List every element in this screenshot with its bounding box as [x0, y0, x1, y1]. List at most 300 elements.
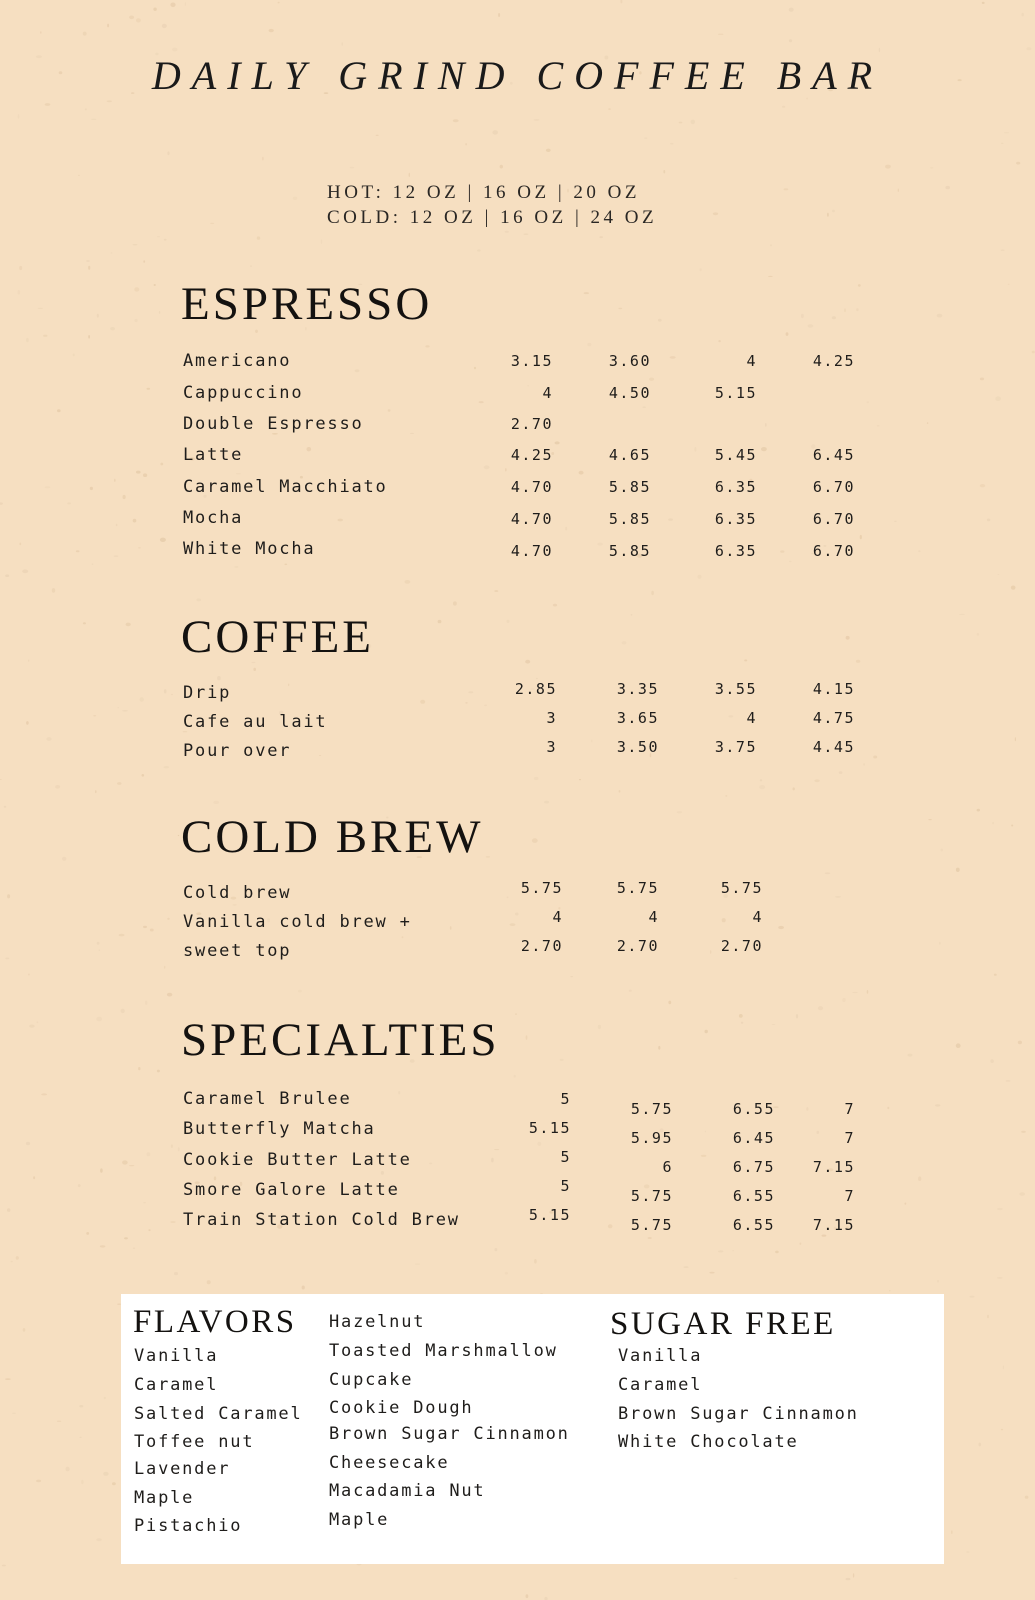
speckle: [786, 332, 789, 336]
speckle: [670, 143, 673, 145]
specialties-price: 5: [560, 1148, 571, 1166]
speckle: [107, 100, 112, 102]
speckle: [18, 114, 20, 118]
speckle: [114, 479, 116, 482]
flavor-item: Brown Sugar Cinnamon: [329, 1424, 570, 1444]
speckle: [565, 527, 567, 531]
speckle: [822, 1235, 827, 1237]
speckle: [178, 1147, 180, 1151]
speckle: [278, 2, 280, 4]
speckle: [618, 308, 622, 309]
cold-brew-price: 5.75: [520, 879, 563, 897]
speckle: [679, 122, 683, 124]
speckle: [1008, 284, 1010, 285]
speckle: [772, 1024, 776, 1025]
speckle: [5, 1378, 11, 1380]
speckle: [1018, 1041, 1022, 1045]
speckle: [739, 1014, 743, 1018]
speckle: [85, 108, 87, 110]
speckle: [846, 1578, 851, 1580]
coffee-heading: COFFEE: [181, 611, 374, 663]
speckle: [159, 311, 160, 314]
flavor-item: Cupcake: [329, 1370, 414, 1390]
specialties-price: 7: [844, 1187, 855, 1205]
speckle: [43, 335, 47, 337]
specialties-heading: SPECIALTIES: [181, 1014, 500, 1066]
flavor-item: Maple: [329, 1510, 390, 1530]
speckle: [1025, 1496, 1029, 1499]
speckle: [1015, 737, 1016, 741]
speckle: [537, 1142, 541, 1146]
cold-brew-item: Cold brew: [183, 883, 292, 903]
speckle: [142, 774, 145, 777]
speckle: [5, 958, 9, 960]
speckle: [5, 574, 9, 577]
speckle: [172, 48, 177, 52]
speckle: [801, 314, 804, 318]
speckle: [863, 763, 865, 765]
speckle: [337, 519, 343, 522]
speckle: [29, 1025, 34, 1028]
speckle: [658, 1046, 660, 1050]
speckle: [709, 1272, 714, 1274]
espresso-price: 4: [746, 352, 757, 370]
speckle: [164, 766, 170, 768]
speckle: [164, 239, 167, 241]
speckle: [620, 0, 622, 3]
speckle: [939, 942, 941, 945]
speckle: [262, 157, 263, 161]
speckle: [990, 1059, 993, 1063]
speckle: [307, 447, 312, 451]
speckle: [99, 950, 100, 951]
speckle: [143, 926, 147, 928]
speckle: [136, 18, 141, 22]
flavor-item: Maple: [134, 1488, 195, 1508]
speckle: [91, 119, 96, 120]
speckle: [79, 1405, 83, 1407]
speckle: [477, 249, 481, 251]
coffee-price: 3.50: [616, 738, 659, 756]
speckle: [761, 447, 767, 451]
sugar-free-heading: SUGAR FREE: [610, 1306, 836, 1342]
speckle: [4, 806, 7, 808]
specialty-item: Smore Galore Latte: [183, 1180, 400, 1200]
speckle: [1001, 1429, 1003, 1431]
speckle: [966, 1551, 969, 1553]
speckle: [507, 620, 510, 623]
menu-title: DAILY GRIND COFFEE BAR: [151, 53, 884, 98]
speckle: [546, 149, 551, 152]
speckle: [18, 290, 21, 295]
speckle: [677, 811, 682, 813]
speckle: [293, 197, 297, 200]
speckle: [122, 1160, 128, 1164]
speckle: [534, 119, 540, 121]
speckle: [759, 785, 765, 789]
speckle: [376, 135, 379, 136]
speckle: [12, 1413, 16, 1414]
speckle: [579, 471, 584, 475]
speckle: [104, 1397, 106, 1399]
speckle: [153, 8, 156, 11]
speckle: [951, 1530, 953, 1534]
speckle: [808, 324, 814, 327]
speckle: [233, 904, 237, 905]
speckle: [587, 343, 591, 346]
speckle: [713, 212, 718, 215]
speckle: [526, 1035, 528, 1039]
coffee-price: 3.35: [616, 680, 659, 698]
flavor-item: Lavender: [134, 1459, 231, 1479]
speckle: [298, 990, 302, 993]
speckle: [997, 1208, 1003, 1210]
speckle: [1004, 132, 1009, 133]
speckle: [319, 755, 321, 756]
speckle: [691, 120, 695, 125]
speckle: [987, 519, 990, 522]
speckle: [832, 316, 836, 319]
speckle: [167, 918, 169, 920]
speckle: [668, 518, 673, 520]
speckle: [88, 266, 90, 270]
speckle: [253, 668, 256, 671]
espresso-item: Cappuccino: [183, 383, 304, 403]
speckle: [100, 1168, 103, 1172]
speckle: [484, 705, 487, 707]
speckle: [852, 992, 858, 993]
speckle: [28, 660, 29, 662]
flavors-heading: FLAVORS: [133, 1304, 297, 1340]
speckle: [143, 473, 147, 477]
espresso-price: 5.45: [714, 446, 757, 464]
speckle: [67, 502, 71, 504]
speckle: [57, 409, 61, 412]
speckle: [670, 356, 676, 359]
speckle: [1019, 1192, 1025, 1196]
speckle: [62, 857, 66, 861]
speckle: [956, 1043, 961, 1048]
speckle: [450, 926, 452, 930]
speckle: [732, 1250, 733, 1251]
speckle: [57, 1421, 61, 1422]
speckle: [81, 1480, 83, 1484]
speckle: [453, 601, 457, 605]
speckle: [705, 1030, 708, 1033]
cold-brew-price: 2.70: [616, 937, 659, 955]
cold-brew-item: Vanilla cold brew +: [183, 912, 412, 932]
specialty-item: Train Station Cold Brew: [183, 1210, 460, 1230]
speckle: [494, 590, 498, 592]
speckle: [998, 574, 1000, 575]
speckle: [744, 659, 747, 661]
speckle: [505, 468, 507, 471]
speckle: [465, 143, 466, 145]
speckle: [107, 24, 109, 28]
coffee-price: 3: [546, 738, 557, 756]
speckle: [217, 676, 221, 680]
speckle: [498, 13, 500, 17]
speckle: [143, 260, 145, 263]
espresso-price: 5.85: [608, 510, 651, 528]
specialties-price: 5.75: [630, 1100, 673, 1118]
speckle: [7, 1208, 10, 1212]
speckle: [818, 1006, 823, 1010]
speckle: [78, 175, 80, 176]
speckle: [1022, 13, 1024, 17]
speckle: [453, 119, 459, 122]
speckle: [658, 319, 662, 322]
speckle: [100, 1245, 106, 1247]
speckle: [36, 1480, 41, 1483]
speckle: [701, 1155, 707, 1157]
speckle: [147, 388, 151, 390]
speckle: [765, 423, 767, 427]
speckle: [505, 1272, 508, 1275]
speckle: [994, 974, 997, 976]
specialties-price: 5: [560, 1090, 571, 1108]
speckle: [977, 809, 980, 812]
speckle: [492, 130, 498, 134]
speckle: [250, 265, 252, 267]
speckle: [138, 1067, 140, 1070]
espresso-price: 6.35: [714, 510, 757, 528]
speckle: [977, 633, 979, 636]
specialties-price: 7.15: [812, 1158, 855, 1176]
speckle: [97, 942, 100, 945]
speckle: [856, 660, 860, 663]
speckle: [930, 167, 933, 169]
espresso-price: 4.70: [510, 510, 553, 528]
coffee-item: Drip: [183, 683, 232, 703]
cold-brew-price: 2.70: [520, 937, 563, 955]
speckle: [33, 1176, 35, 1179]
speckle: [684, 1266, 689, 1268]
espresso-item: Caramel Macchiato: [183, 477, 388, 497]
speckle: [16, 1256, 19, 1260]
speckle: [526, 1594, 529, 1598]
speckle: [26, 1142, 30, 1146]
specialties-price: 6.75: [732, 1158, 775, 1176]
sugar-free-item: Vanilla: [618, 1346, 703, 1366]
speckle: [544, 801, 549, 804]
espresso-price: 3.15: [510, 352, 553, 370]
espresso-price: 6.70: [812, 510, 855, 528]
speckle: [398, 1091, 400, 1094]
speckle: [429, 1163, 432, 1165]
speckle: [110, 327, 115, 330]
cold-brew-price: 4: [552, 908, 563, 926]
speckle: [381, 1171, 384, 1175]
speckle: [1001, 249, 1005, 251]
speckle: [207, 1280, 211, 1284]
speckle: [941, 849, 943, 852]
speckle: [979, 1443, 982, 1447]
speckle: [927, 422, 928, 424]
flavors-panel: [121, 1294, 944, 1564]
speckle: [793, 787, 795, 790]
speckle: [147, 1152, 151, 1156]
specialty-item: Butterfly Matcha: [183, 1119, 376, 1139]
speckle: [171, 1144, 173, 1148]
espresso-price: 4.25: [510, 446, 553, 464]
speckle: [484, 465, 490, 469]
speckle: [525, 660, 530, 664]
speckle: [718, 34, 723, 35]
speckle: [663, 170, 665, 173]
speckle: [23, 1328, 26, 1332]
speckle: [96, 1538, 101, 1541]
speckle: [514, 1075, 516, 1078]
espresso-price: 5.85: [608, 478, 651, 496]
speckle: [980, 484, 985, 487]
speckle: [918, 1176, 921, 1181]
espresso-price: 2.70: [510, 415, 553, 433]
speckle: [1011, 586, 1016, 590]
espresso-price: 5.15: [714, 384, 757, 402]
speckle: [835, 896, 841, 897]
speckle: [486, 856, 490, 857]
flavor-item: Cookie Dough: [329, 1398, 474, 1418]
speckle: [997, 1277, 1003, 1279]
speckle: [160, 463, 163, 466]
speckle: [157, 236, 160, 237]
speckle: [867, 990, 869, 994]
speckle: [119, 934, 125, 937]
speckle: [534, 1259, 537, 1264]
speckle: [45, 103, 51, 106]
speckle: [718, 340, 720, 342]
speckle: [143, 1202, 146, 1203]
speckle: [982, 2, 985, 4]
speckle: [93, 715, 96, 716]
speckle: [536, 678, 538, 679]
speckle: [908, 1054, 913, 1057]
speckle: [148, 1229, 150, 1231]
specialties-price: 6.55: [732, 1100, 775, 1118]
speckle: [114, 556, 119, 557]
specialties-price: 6.55: [732, 1216, 775, 1234]
speckle: [355, 369, 360, 372]
speckle: [86, 260, 90, 262]
espresso-item: Latte: [183, 445, 244, 465]
specialties-price: 7: [844, 1129, 855, 1147]
speckle: [885, 165, 891, 169]
coffee-price: 4.45: [812, 738, 855, 756]
speckle: [415, 1264, 420, 1265]
speckle: [1021, 1131, 1026, 1133]
speckle: [465, 702, 467, 704]
speckle: [598, 1025, 601, 1029]
speckle: [796, 1014, 798, 1018]
cold-brew-heading: COLD BREW: [181, 811, 484, 863]
speckle: [302, 1286, 305, 1290]
sugar-free-item: Caramel: [618, 1375, 703, 1395]
speckle: [1006, 1080, 1011, 1082]
speckle: [73, 354, 75, 357]
sugar-free-item: White Chocolate: [618, 1432, 799, 1452]
speckle: [584, 292, 589, 294]
speckle: [342, 42, 343, 46]
speckle: [116, 524, 118, 526]
speckle: [905, 1203, 907, 1205]
specialty-item: Cookie Butter Latte: [183, 1150, 412, 1170]
specialties-price: 5.15: [528, 1119, 571, 1137]
speckle: [420, 700, 425, 704]
speckle: [164, 689, 167, 693]
speckle: [162, 24, 167, 28]
speckle: [95, 790, 96, 793]
speckle: [468, 691, 473, 693]
speckle: [38, 308, 43, 309]
speckle: [853, 1573, 854, 1577]
speckle: [789, 8, 794, 12]
speckle: [1003, 1365, 1004, 1369]
speckle: [734, 1578, 738, 1579]
speckle: [844, 308, 846, 312]
cold-brew-price: 4: [752, 908, 763, 926]
speckle: [608, 108, 611, 110]
speckle: [698, 575, 702, 579]
speckle: [11, 1261, 13, 1262]
hot-sizes: HOT: 12 OZ | 16 OZ | 20 OZ: [327, 182, 640, 203]
speckle: [19, 266, 22, 270]
speckle: [40, 31, 42, 33]
espresso-price: 6.70: [812, 478, 855, 496]
specialties-price: 5.15: [528, 1206, 571, 1224]
speckle: [832, 210, 835, 213]
specialties-price: 6.55: [732, 1187, 775, 1205]
speckle: [992, 822, 993, 824]
espresso-price: 4: [542, 384, 553, 402]
speckle: [918, 550, 920, 552]
speckle: [643, 406, 646, 408]
speckle: [154, 284, 156, 286]
speckle: [515, 1013, 516, 1014]
speckle: [778, 926, 784, 929]
speckle: [784, 188, 789, 190]
speckle: [789, 561, 792, 562]
speckle: [782, 106, 785, 108]
speckle: [789, 39, 792, 42]
speckle: [350, 167, 354, 169]
speckle: [937, 1280, 939, 1283]
specialties-price: 5.95: [630, 1129, 673, 1147]
espresso-price: 5.85: [608, 542, 651, 560]
cold-brew-price: 4: [648, 908, 659, 926]
speckle: [213, 801, 219, 804]
coffee-price: 3: [546, 709, 557, 727]
speckle: [122, 710, 128, 712]
speckle: [814, 779, 819, 782]
coffee-price: 4.15: [812, 680, 855, 698]
speckle: [37, 1021, 39, 1023]
speckle: [19, 543, 21, 546]
speckle: [88, 335, 90, 339]
speckle: [760, 779, 762, 781]
speckle: [1001, 143, 1004, 144]
speckle: [995, 396, 1001, 401]
speckle: [150, 929, 154, 932]
speckle: [26, 721, 29, 725]
espresso-item: Double Espresso: [183, 414, 364, 434]
flavor-item: Toasted Marshmallow: [329, 1341, 558, 1361]
cold-sizes: COLD: 12 OZ | 16 OZ | 24 OZ: [327, 207, 658, 228]
sugar-free-item: Brown Sugar Cinnamon: [618, 1404, 859, 1424]
speckle: [928, 819, 931, 820]
speckle: [388, 409, 391, 411]
coffee-price: 3.65: [616, 709, 659, 727]
